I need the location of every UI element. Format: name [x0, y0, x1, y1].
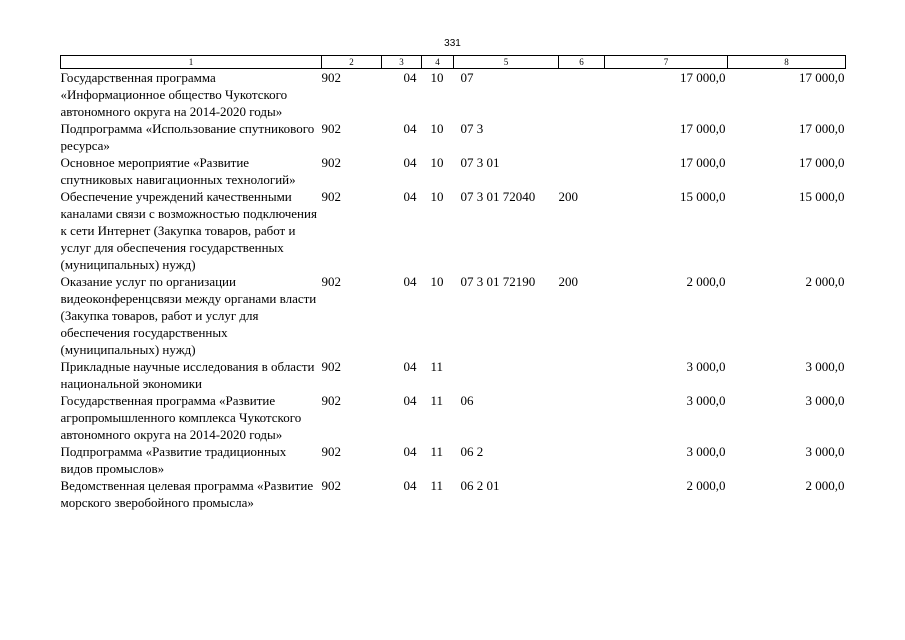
table-row — [61, 477, 846, 511]
column-header: 1 — [61, 56, 322, 69]
expense-type-code: 200 — [558, 274, 578, 289]
item-name: Оказание услуг по организации видеоконференцсвязи между органами власти (Закупка товаров, работ и услуг для обеспечения государственных (муниципальных) нужд) — [60, 274, 317, 357]
ministry-code: 902 — [321, 274, 341, 289]
ministry-code: 902 — [321, 121, 341, 136]
amount-col-8: 2 000,0 — [805, 478, 845, 493]
amount-col-7: 15 000,0 — [680, 189, 726, 204]
amount-col-8: 3 000,0 — [805, 444, 845, 459]
amount-col-7: 17 000,0 — [680, 155, 726, 170]
amount-col-7: 17 000,0 — [680, 121, 726, 136]
amount-col-8: 15 000,0 — [799, 189, 845, 204]
expense-type-code — [559, 392, 605, 443]
expense-type-code — [559, 120, 605, 154]
table-row — [61, 120, 846, 154]
item-name: Ведомственная целевая программа «Развитие морского зверобойного промысла» — [60, 478, 314, 510]
amount-col-7: 3 000,0 — [686, 393, 726, 408]
section-code: 04 — [403, 70, 417, 85]
ministry-code: 902 — [321, 70, 341, 85]
subsection-code: 10 — [430, 70, 444, 85]
target-article-code: 06 2 01 — [460, 478, 500, 493]
target-article-code: 07 3 01 72040 — [460, 189, 536, 204]
column-header: 7 — [605, 56, 728, 69]
amount-col-7: 3 000,0 — [686, 444, 726, 459]
target-article-code: 07 3 — [460, 121, 484, 136]
expense-type-code — [559, 358, 605, 392]
section-code: 04 — [403, 359, 417, 374]
column-header: 4 — [422, 56, 454, 69]
table-row — [61, 443, 846, 477]
amount-col-7: 2 000,0 — [686, 478, 726, 493]
target-article-code: 06 2 — [460, 444, 484, 459]
column-header: 8 — [728, 56, 846, 69]
section-code: 04 — [403, 155, 417, 170]
expense-type-code — [559, 477, 605, 511]
column-header: 6 — [559, 56, 605, 69]
item-name: Обеспечение учреждений качественными каналами связи с возможностью подключения к сети Интернет (Закупка товаров, работ и услуг для обеспечения государственных (муниципальных) нужд) — [60, 189, 317, 272]
table-row — [61, 273, 846, 358]
item-name: Подпрограмма «Использование спутникового ресурса» — [60, 121, 315, 153]
section-code: 04 — [403, 478, 417, 493]
expense-type-code — [559, 443, 605, 477]
target-article-code: 07 3 01 72190 — [460, 274, 536, 289]
amount-col-7: 17 000,0 — [680, 70, 726, 85]
section-code: 04 — [403, 121, 417, 136]
amount-col-8: 2 000,0 — [805, 274, 845, 289]
expense-type-code — [559, 154, 605, 188]
section-code: 04 — [403, 189, 417, 204]
expense-type-code — [559, 69, 605, 121]
column-header: 3 — [382, 56, 422, 69]
table-row — [61, 69, 846, 121]
subsection-code: 10 — [430, 155, 444, 170]
subsection-code: 10 — [430, 121, 444, 136]
page-number: 331 — [444, 38, 461, 49]
amount-col-7: 3 000,0 — [686, 359, 726, 374]
ministry-code: 902 — [321, 359, 341, 374]
subsection-code: 10 — [430, 274, 444, 289]
subsection-code: 11 — [430, 478, 444, 493]
column-header: 2 — [322, 56, 382, 69]
target-article-code — [454, 358, 559, 392]
item-name: Основное мероприятие «Развитие спутниковых навигационных технологий» — [60, 155, 296, 187]
item-name: Государственная программа «Информационное общество Чукотского автономного округа на 2014-2020 годы» — [60, 70, 288, 119]
amount-col-8: 3 000,0 — [805, 393, 845, 408]
budget-table — [60, 55, 846, 511]
item-name: Государственная программа «Развитие агропромышленного комплекса Чукотского автономного округа на 2014-2020 годы» — [60, 393, 302, 442]
table-row — [61, 188, 846, 273]
subsection-code: 10 — [430, 189, 444, 204]
amount-col-8: 17 000,0 — [799, 121, 845, 136]
subsection-code: 11 — [430, 393, 444, 408]
section-code: 04 — [403, 274, 417, 289]
table-row — [61, 358, 846, 392]
section-code: 04 — [403, 444, 417, 459]
section-code: 04 — [403, 393, 417, 408]
target-article-code: 07 — [460, 70, 474, 85]
amount-col-8: 3 000,0 — [805, 359, 845, 374]
target-article-code: 07 3 01 — [460, 155, 500, 170]
subsection-code: 11 — [430, 444, 444, 459]
subsection-code: 11 — [430, 359, 444, 374]
table-row — [61, 154, 846, 188]
expense-type-code: 200 — [558, 189, 578, 204]
ministry-code: 902 — [321, 444, 341, 459]
ministry-code: 902 — [321, 155, 341, 170]
amount-col-7: 2 000,0 — [686, 274, 726, 289]
amount-col-8: 17 000,0 — [799, 70, 845, 85]
column-number-row — [61, 56, 846, 69]
ministry-code: 902 — [321, 189, 341, 204]
amount-col-8: 17 000,0 — [799, 155, 845, 170]
item-name: Подпрограмма «Развитие традиционных видов промыслов» — [60, 444, 287, 476]
item-name: Прикладные научные исследования в области национальной экономики — [60, 359, 315, 391]
ministry-code: 902 — [321, 393, 341, 408]
ministry-code: 902 — [321, 478, 341, 493]
table-row — [61, 392, 846, 443]
column-header: 5 — [454, 56, 559, 69]
target-article-code: 06 — [460, 393, 474, 408]
